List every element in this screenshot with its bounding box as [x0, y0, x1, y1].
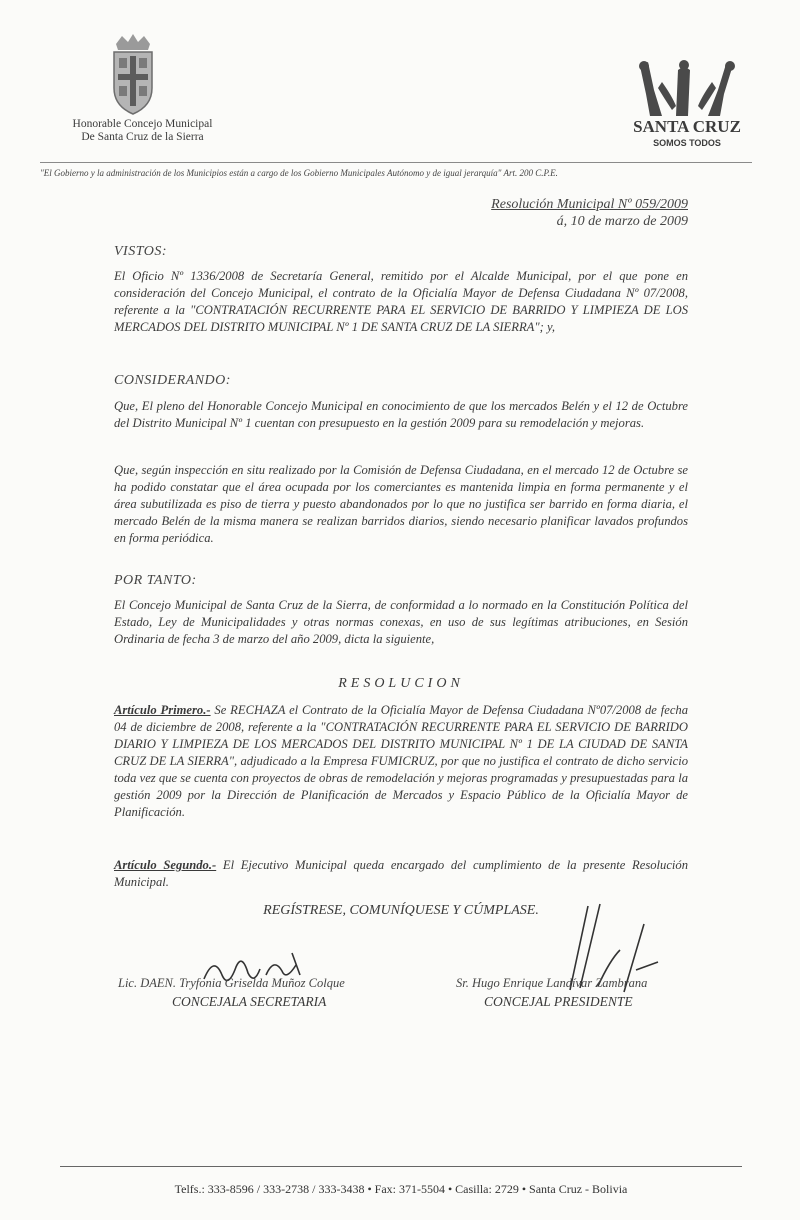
- por-tanto-text: El Concejo Municipal de Santa Cruz de la Sierra, de conformidad a lo normado en la Constitución Política del Estado, Ley de Municipalidades y otras normas conexas, en uso de sus legítimas atribuciones, en Sesión Ordinaria de fecha 3 de marzo del año 2009, dicta la siguiente,: [114, 598, 688, 646]
- president-role: CONCEJAL PRESIDENTE: [484, 994, 633, 1009]
- considerando-paragraph-1: Que, El pleno del Honorable Concejo Municipal en conocimiento de que los mercados Belén y el 12 de Octubre del Distrito Municipal Nº 1 cuentan con presupuesto en la gestión 2009 para su remodelación y mejoras.: [114, 399, 688, 430]
- logo-text: SANTA CRUZ: [633, 117, 741, 136]
- article-second-label: Artículo Segundo.-: [114, 858, 217, 872]
- resolution-title: Resolución Municipal Nº 059/2009: [491, 197, 688, 212]
- article-first-text: Se RECHAZA el Contrato de la Oficialía Mayor de Defensa Ciudadana Nº07/2008 de fecha 04 de diciembre de 2008, referente a la "CONTRATACIÓN RECURRENTE PARA EL SERVICIO DE BARRIDO DIARIO Y LIMPIEZA DE LOS MERCADOS DEL DISTRITO MUNICIPAL Nº 1 DE LA CIUDAD DE SANTA CRUZ DE LA SIERRA", adjudicado a la Empresa FUMICRUZ, por que no justifica el contrato de dicho servicio toda vez que se cuenta con proyectos de obras de remodelación y mejoras programadas y presupuestadas para la gestión 2009 por la Dirección de Planificación de Mercados y Espacio Público de la Oficialía Mayor de Planificación.: [114, 703, 688, 819]
- org-line-2: De Santa Cruz de la Sierra: [81, 131, 204, 143]
- resolution-date: á, 10 de marzo de 2009: [556, 214, 688, 229]
- article-second: [114, 857, 688, 891]
- footer-divider: [60, 1166, 742, 1167]
- municipal-crest-icon: [108, 30, 158, 116]
- santa-cruz-logo: [632, 60, 742, 150]
- article-second-text: El Ejecutivo Municipal queda encargado del cumplimiento de la presente Resolución Municipal.: [114, 858, 689, 889]
- considerando-paragraph-2: Que, según inspección en situ realizado por la Comisión de Defensa Ciudadana, en el mercado 12 de Octubre se ha podido constatar que el área ocupada por los comerciantes es mantenida limpia en forma permanente y el área subutilizada es piso de tierra y puesto abandonados por lo que no justifica ser barrido en forma diaria, el mercado Belén de la misma manera se realizan barridos diarios, siendo necesario planificar lavados profundos en forma periódica.: [114, 463, 688, 545]
- article-first-label: Artículo Primero.-: [114, 703, 211, 717]
- secretary-name: Lic. DAEN. Tryfonia Griselda Muñoz Colque: [118, 976, 345, 990]
- secretary-role: CONCEJALA SECRETARIA: [172, 994, 327, 1009]
- footer-contact: Telfs.: 333-8596 / 333-2738 / 333-3438 • Fax: 371-5504 • Casilla: 2729 • Santa Cruz - Bolivia: [174, 1182, 628, 1196]
- resolucion-heading: RESOLUCION: [338, 676, 464, 691]
- vistos-heading: VISTOS:: [114, 244, 168, 259]
- org-line-1: Honorable Concejo Municipal: [72, 118, 213, 130]
- considerando-heading: CONSIDERANDO:: [114, 373, 231, 388]
- president-name: Sr. Hugo Enrique Landívar Zambrana: [456, 976, 648, 990]
- header-divider: [40, 162, 752, 163]
- closing-formula: REGÍSTRESE, COMUNÍQUESE Y CÚMPLASE.: [263, 903, 539, 918]
- vistos-text: El Oficio Nº 1336/2008 de Secretaría General, remitido por el Alcalde Municipal, por el que pone en consideración del Concejo Municipal, el contrato de la Oficialía Mayor de Defensa Ciudadana Nº 07/2008, referente a la "CONTRATACIÓN RECURRENTE PARA EL SERVICIO DE BARRIDO Y LIMPIEZA DE LOS MERCADOS DEL DISTRITO MUNICIPAL Nº 1 DE SANTA CRUZ DE LA SIERRA"; y,: [114, 269, 688, 334]
- por-tanto-heading: POR TANTO:: [114, 573, 197, 588]
- logo-subtext: SOMOS TODOS: [653, 138, 721, 148]
- organization-name: [40, 118, 245, 144]
- article-first: [114, 702, 688, 821]
- constitution-quote: "El Gobierno y la administración de los Municipios están a cargo de los Gobierno Municipales Autónomo y de igual jerarquía" Art. 200 C.P.E.: [40, 168, 558, 178]
